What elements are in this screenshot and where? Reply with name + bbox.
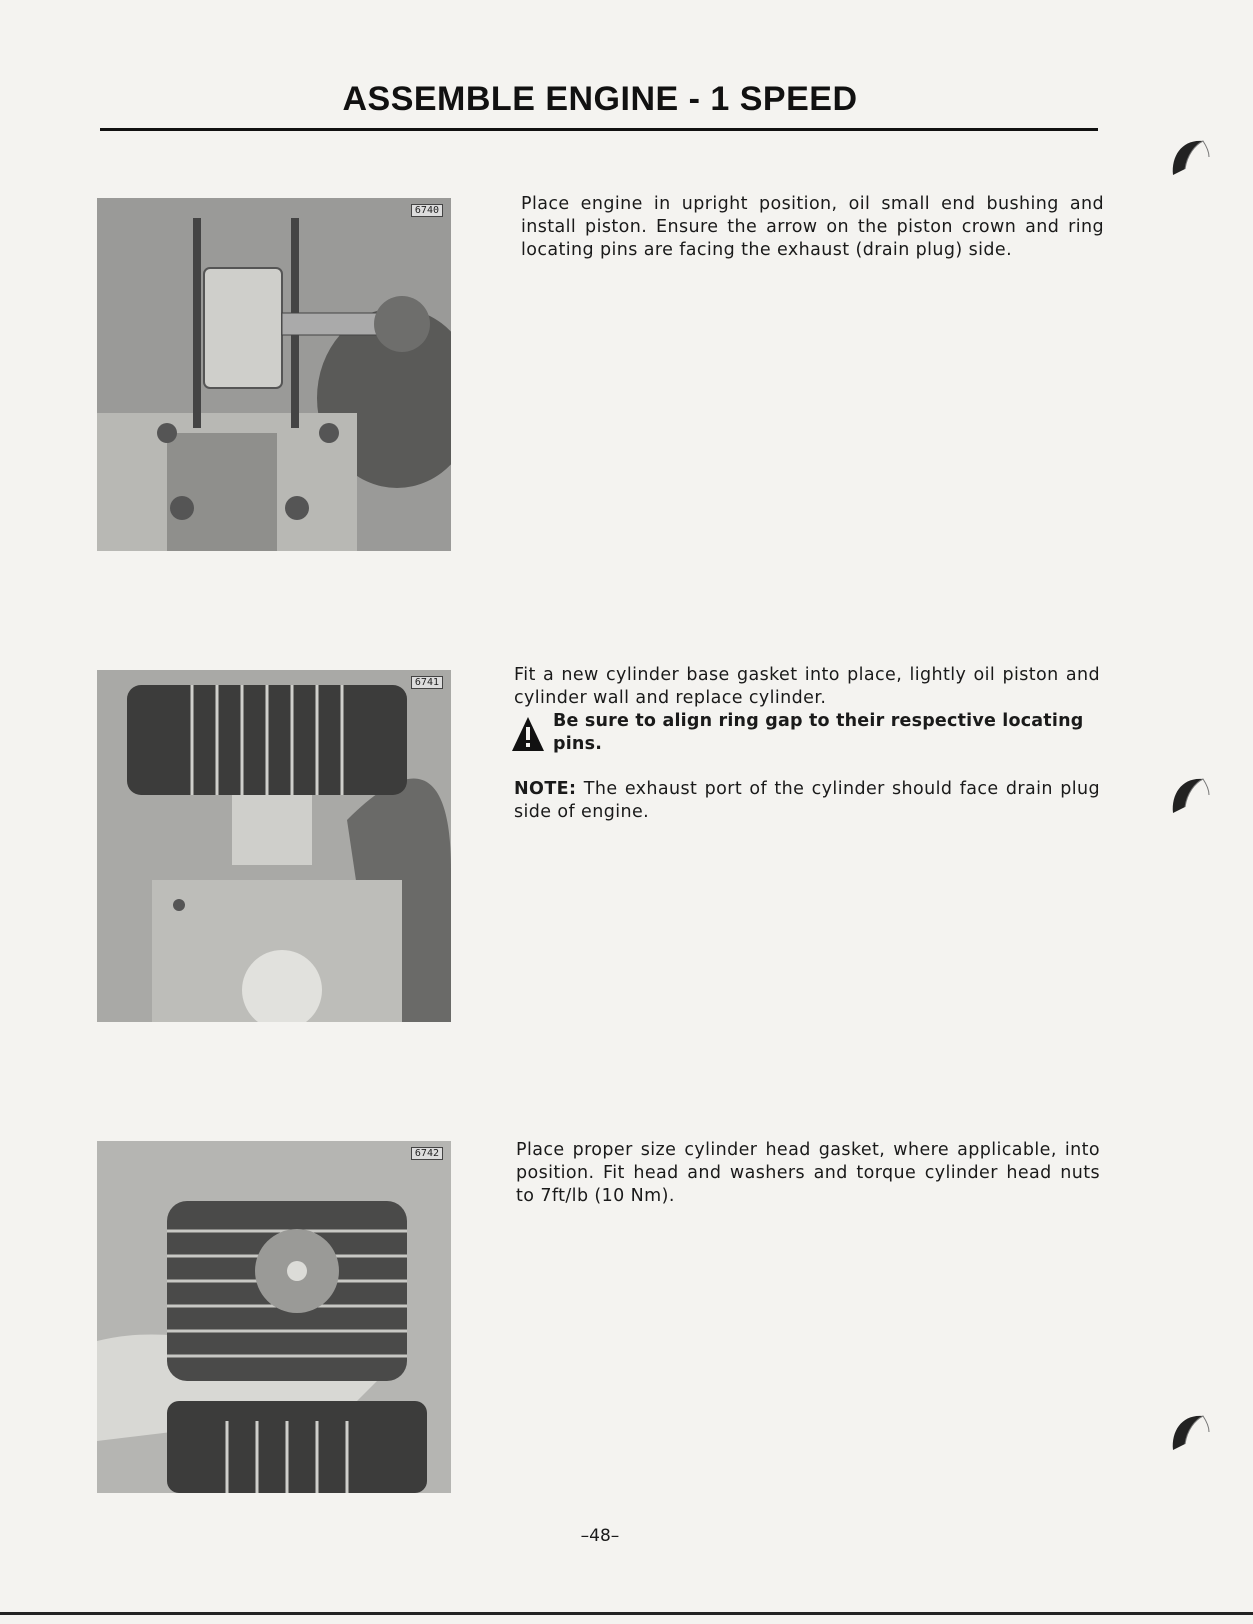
step-1-photo [97,198,451,551]
title-rule [100,128,1098,131]
photo-number: 6740 [411,204,443,217]
binder-hole-icon [1165,1410,1215,1455]
step-3-photo [97,1141,451,1493]
step-1-text: Place engine in upright position, oil small end bushing and install piston. Ensure the arrow on the piston crown and ring locating pins are facing the exhaust (drain plug) side. [521,194,1104,260]
photo-number: 6741 [411,676,443,689]
step-2-photo [97,670,451,1022]
cylinder-fit-illustration [97,670,451,1022]
page-title: ASSEMBLE ENGINE - 1 SPEED [342,80,858,118]
piston-install-illustration [97,198,451,551]
step-3-text: Place proper size cylinder head gasket, where applicable, into position. Fit head and washers and torque cylinder head nuts to 7ft/lb (10 Nm). [516,1140,1100,1206]
note-text: The exhaust port of the cylinder should face drain plug side of engine. [514,779,1100,822]
photo-number: 6742 [411,1147,443,1160]
step-2-text: Fit a new cylinder base gasket into place, lightly oil piston and cylinder wall and replace cylinder. [514,665,1100,708]
page-number: –48– [580,1526,620,1546]
binder-hole-icon [1165,135,1215,180]
note-block [514,778,1100,824]
binder-hole-icon [1165,773,1215,818]
note-label: NOTE: [514,779,577,799]
warning-triangle-icon [511,715,545,753]
warning-text: Be sure to align ring gap to their respective locating pins. [553,711,1084,754]
cylinder-head-illustration [97,1141,451,1493]
page-bottom-edge [0,1612,1253,1615]
